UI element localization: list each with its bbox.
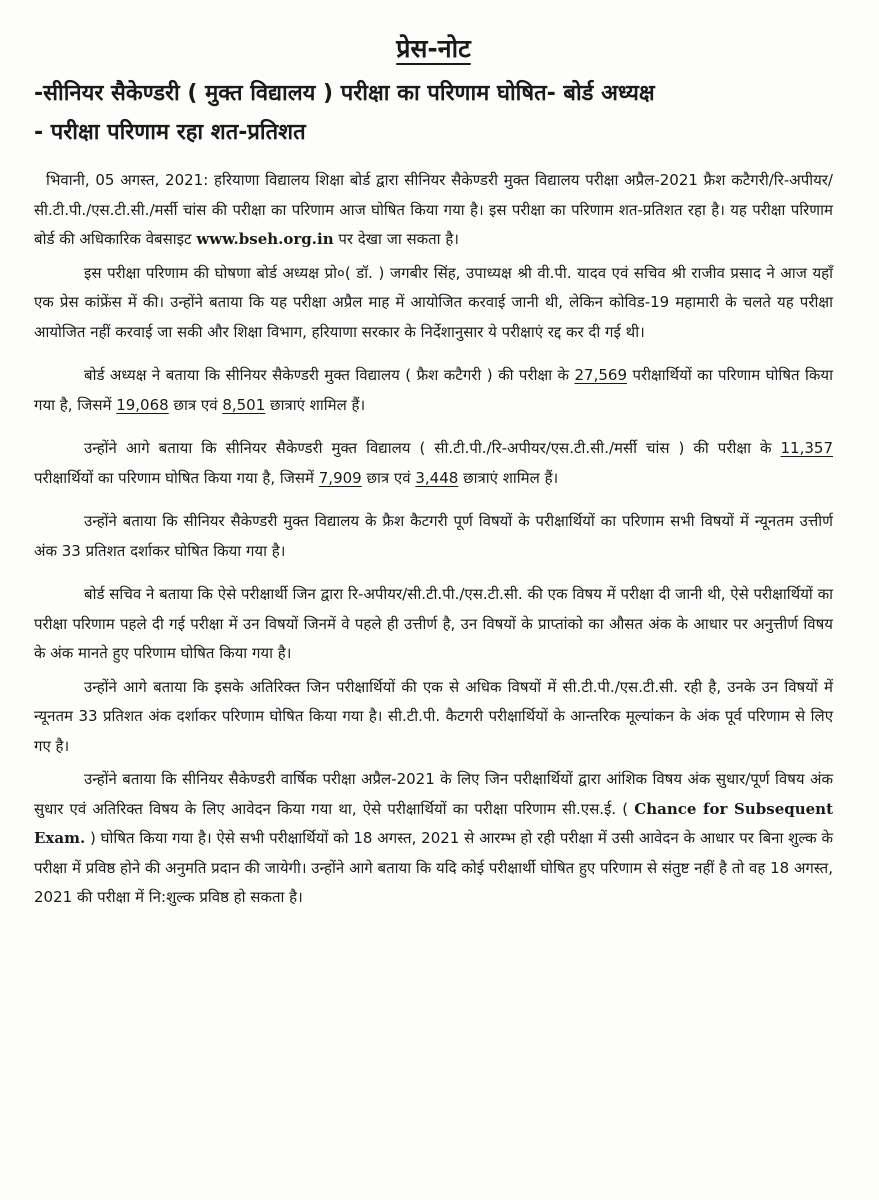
- p4-text-a: उन्होंने आगे बताया कि सीनियर सैकेण्डरी मुक्त विद्यालय ( सी.टी.पी./रि-अपीयर/एस.टी.सी./मर्सी चांस ) की परीक्षा के: [84, 439, 781, 457]
- paragraph-minimum-marks: उन्होंने बताया कि सीनियर सैकेण्डरी मुक्त विद्यालय के फ्रैश कैटगरी पूर्ण विषयों के परीक्षार्थियों का परिणाम सभी विषयों में न्यूनतम उत्तीर्ण अंक 33 प्रतिशत दर्शाकर घोषित किया गया है।: [34, 512, 833, 560]
- paragraph-fresh-category: [34, 361, 833, 420]
- ctp-girls-count: 3,448: [415, 468, 459, 487]
- p4-text-b: परीक्षार्थियों का परिणाम घोषित किया गया है, जिसमें: [34, 468, 319, 487]
- headline-line-2: - परीक्षा परिणाम रहा शत-प्रतिशत: [34, 120, 306, 145]
- paragraph-ctp-category: [34, 434, 833, 493]
- paragraph-declaration: इस परीक्षा परिणाम की घोषणा बोर्ड अध्यक्ष प्रो०( डॉ. ) जगबीर सिंह, उपाध्यक्ष श्री वी.पी. यादव एवं सचिव श्री राजीव प्रसाद ने आज यहाँ एक प्रेस कांफ्रेंस में की। उन्होंने बताया कि यह परीक्षा अप्रैल माह में आयोजित करवाई जानी थी, लेकिन कोविड-19 महामारी के चलते यह परीक्षा आयोजित नहीं करवाई जा सकी और शिक्षा विभाग, हरियाणा सरकार के निर्देशानुसार ये परीक्षाएं रद्द कर दी गई थी।: [34, 263, 833, 341]
- p1-text-a: भिवानी, 05 अगस्त, 2021: हरियाणा विद्यालय शिक्षा बोर्ड द्वारा सीनियर सैकेण्डरी मुक्त विद्यालय परीक्षा अप्रैल-2021 फ्रैश कटैगरी/रि-अपीयर/सी.टी.पी./एस.टी.सी./मर्सी चांस की परीक्षा का परिणाम आज घोषित किया गया है। इस परीक्षा का परिणाम शत-प्रतिशत रहा है। यह परीक्षा परिणाम बोर्ड की अधिकारिक वेबसाइट: [34, 171, 833, 248]
- p3-text-b: परीक्षार्थियों का परिणाम घोषित किया गया है, जिसमें: [34, 366, 833, 414]
- press-note-title: [34, 30, 833, 68]
- fresh-boys-count: 19,068: [116, 395, 169, 414]
- fresh-girls-count: 8,501: [222, 395, 266, 414]
- p3-text-a: बोर्ड अध्यक्ष ने बताया कि सीनियर सैकेण्डरी मुक्त विद्यालय ( फ्रैश कटैगरी ) की परीक्षा के: [84, 366, 575, 384]
- p8-text-b: ) घोषित किया गया है। ऐसे सभी परीक्षार्थियों को 18 अगस्त, 2021 से आरम्भ हो रही परीक्षा में उसी आवेदन के आधार पर बिना शुल्क के परीक्षा में प्रविष्ठ होने की अनुमति प्रदान की जायेगी। उन्होंने आगे बताया कि यदि कोई परीक्षार्थी घोषित हुए परिणाम से संतुष्ट नहीं है तो वह 18 अगस्त, 2021 की परीक्षा में नि:शुल्क प्रविष्ठ हो सकता है।: [34, 829, 833, 906]
- p1-text-b: पर देखा जा सकता है।: [333, 230, 459, 248]
- paragraph-multiple-subjects: उन्होंने आगे बताया कि इसके अतिरिक्त जिन परीक्षार्थियों की एक से अधिक विषयों में सी.टी.पी./एस.टी.सी. रही है, उनके उन विषयों में न्यूनतम 33 प्रतिशत अंक दर्शाकर परिणाम घोषित किया गया है। सी.टी.पी. कैटगरी परीक्षार्थियों के आन्तरिक मूल्यांकन के अंक पूर्व परिणाम से लिए गए है।: [34, 677, 833, 755]
- ctp-boys-count: 7,909: [318, 468, 362, 487]
- title-text: प्रेस-नोट: [396, 34, 471, 63]
- p3-text-d: छात्राएं शामिल हैं।: [265, 395, 366, 414]
- p8-text-a: उन्होंने बताया कि सीनियर सैकेण्डरी वार्षिक परीक्षा अप्रैल-2021 के लिए जिन परीक्षार्थियों द्वारा आंशिक विषय अंक सुधार/पूर्ण विषय अंक सुधार एवं अतिरिक्त विषय के लिए आवेदन किया गया था, ऐसे परीक्षार्थियों का परीक्षा परिणाम सी.एस.ई. (: [34, 770, 833, 818]
- website-link[interactable]: www.bseh.org.in: [196, 230, 334, 248]
- p3-text-c: छात्र एवं: [168, 395, 223, 414]
- press-note-body: [34, 166, 833, 913]
- ctp-total-count: 11,357: [780, 439, 833, 457]
- paragraph-announcement: [34, 166, 833, 255]
- p4-text-d: छात्राएं शामिल हैं।: [458, 468, 559, 487]
- p4-text-c: छात्र एवं: [361, 468, 416, 487]
- paragraph-reappear-result: बोर्ड सचिव ने बताया कि ऐसे परीक्षार्थी जिन द्वारा रि-अपीयर/सी.टी.पी./एस.टी.सी. की एक विषय में परीक्षा दी जानी थी, ऐसे परीक्षार्थियों का परीक्षा परिणाम पहले दी गई परीक्षा में उन विषयों जिनमें वे पहले ही उत्तीर्ण है, उन विषयों के प्राप्तांको का औसत अंक के आधार पर अनुत्तीर्ण विषय के अंक मानते हुए परिणाम घोषित किया गया है।: [34, 585, 833, 662]
- fresh-total-count: 27,569: [574, 366, 628, 384]
- headline-line-1: -सीनियर सैकेण्डरी ( मुक्त विद्यालय ) परीक्षा का परिणाम घोषित- बोर्ड अध्यक्ष: [34, 81, 655, 106]
- cse-english-term: Chance for Subsequent Exam.: [34, 799, 834, 847]
- paragraph-cse-result: [34, 765, 833, 913]
